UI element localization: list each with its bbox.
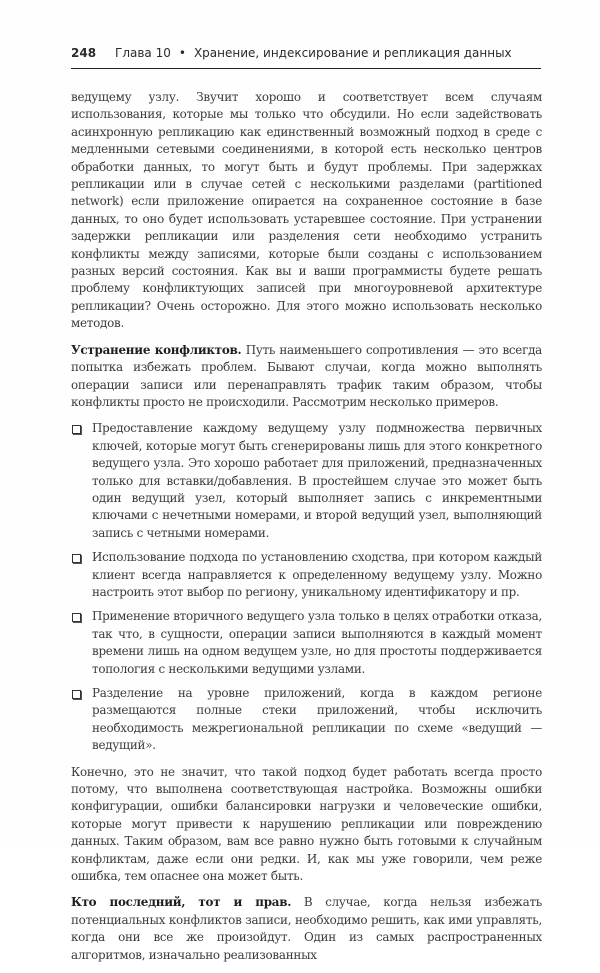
paragraph-conflict-resolution (71, 342, 542, 412)
checkbox-icon (72, 690, 81, 699)
list-item (71, 549, 542, 601)
checkbox-icon (72, 613, 81, 622)
list-item (71, 685, 542, 755)
page-number: 248 (71, 46, 97, 60)
list-item-text: Разделение на уровне приложений, когда в каждом регионе размещаются полные стеки приложений, чтобы исключить необходимость межрегиональной репликации по схеме «ведущий — ведущий». (92, 686, 542, 753)
paragraph-intro: ведущему узлу. Звучит хорошо и соответствует всем случаям использования, которые мы только что обсудили. Но если задействовать асинхронную репликацию как единственный возможный подход в среде с медленными сетевыми соединениями, в которой есть несколько центров обработки данных, то могут быть и будут проблемы. При задержках репликации или в случае сетей с несколькими разделами (partitioned network) если приложение опирается на сохраненное состояние в базе данных, то оно будет использовать устаревшее состояние. При устранении задержки репликации или разделения сети необходимо устранить конфликты между записями, которые были созданы с использованием разных версий состояния. Как вы и ваши программисты будете решать проблему конфликтующих записей при многоуровневой архитектуре репликации? Очень осторожно. Для этого можно использовать несколько методов. (71, 90, 542, 331)
running-header (71, 46, 541, 69)
body-text (71, 89, 542, 973)
list-item (71, 608, 542, 678)
run-in-heading: Устранение конфликтов. (71, 342, 242, 357)
bullet-list (71, 420, 542, 754)
checkbox-icon (72, 425, 81, 434)
paragraph-text: В случае, когда нельзя избежать потенциальных конфликтов записи, необходимо решить, как ими управлять, когда они все же произойдут. Один из самых распространенных алгоритмов, изначально реализованных (71, 895, 543, 962)
list-item-text: Использование подхода по установлению сходства, при котором каждый клиент всегда направляется к определенному ведущему узлу. Можно настроить этот выбор по региону, уникальному идентификатору и пр. (92, 550, 542, 599)
list-item-text: Предоставление каждому ведущему узлу подмножества первичных ключей, которые могут быть сгенерированы лишь для этого конкретного ведущего узла. Это хорошо работает для приложений, предназначенных только для вставки/добавления. В простейшем случае это может быть один ведущий узел, который выполняет запись с инкрементными ключами с нечетными номерами, и второй ведущий узел, выполняющий запись с четными номерами. (92, 421, 542, 540)
paragraph-caveat: Конечно, это не значит, что такой подход будет работать всегда просто потому, что выполнена соответствующая настройка. Возможны ошибки конфигурации, ошибки балансировки нагрузки и человеческие ошибки, которые могут привести к нарушению репликации или повреждению данных. Таким образом, вам все равно нужно быть готовыми к случайным конфликтам, даже если они редки. И, как мы уже говорили, чем реже ошибка, тем опаснее она может быть. (71, 764, 542, 884)
run-in-heading: Кто последний, тот и прав. (71, 895, 292, 910)
list-item-text: Применение вторичного ведущего узла только в целях отработки отказа, так что, в сущности, операции записи выполняются в каждый момент времени лишь на одном ведущем узле, но для простоты поддерживается топология с несколькими ведущими узлами. (92, 609, 542, 676)
chapter-label: Глава 10 (115, 46, 171, 60)
paragraph-last-writer-wins (71, 894, 542, 964)
paragraph-text: Путь наименьшего сопротивления — это всегда попытка избежать проблем. Бывают случаи, когда можно выполнять операции записи или перенаправлять трафик таким образом, чтобы конфликты просто не происходили. Рассмотрим несколько примеров. (71, 342, 542, 409)
list-item (71, 420, 542, 542)
bullet-separator: • (178, 46, 186, 60)
checkbox-icon (72, 554, 81, 563)
chapter-title: Хранение, индексирование и репликация данных (193, 46, 512, 60)
